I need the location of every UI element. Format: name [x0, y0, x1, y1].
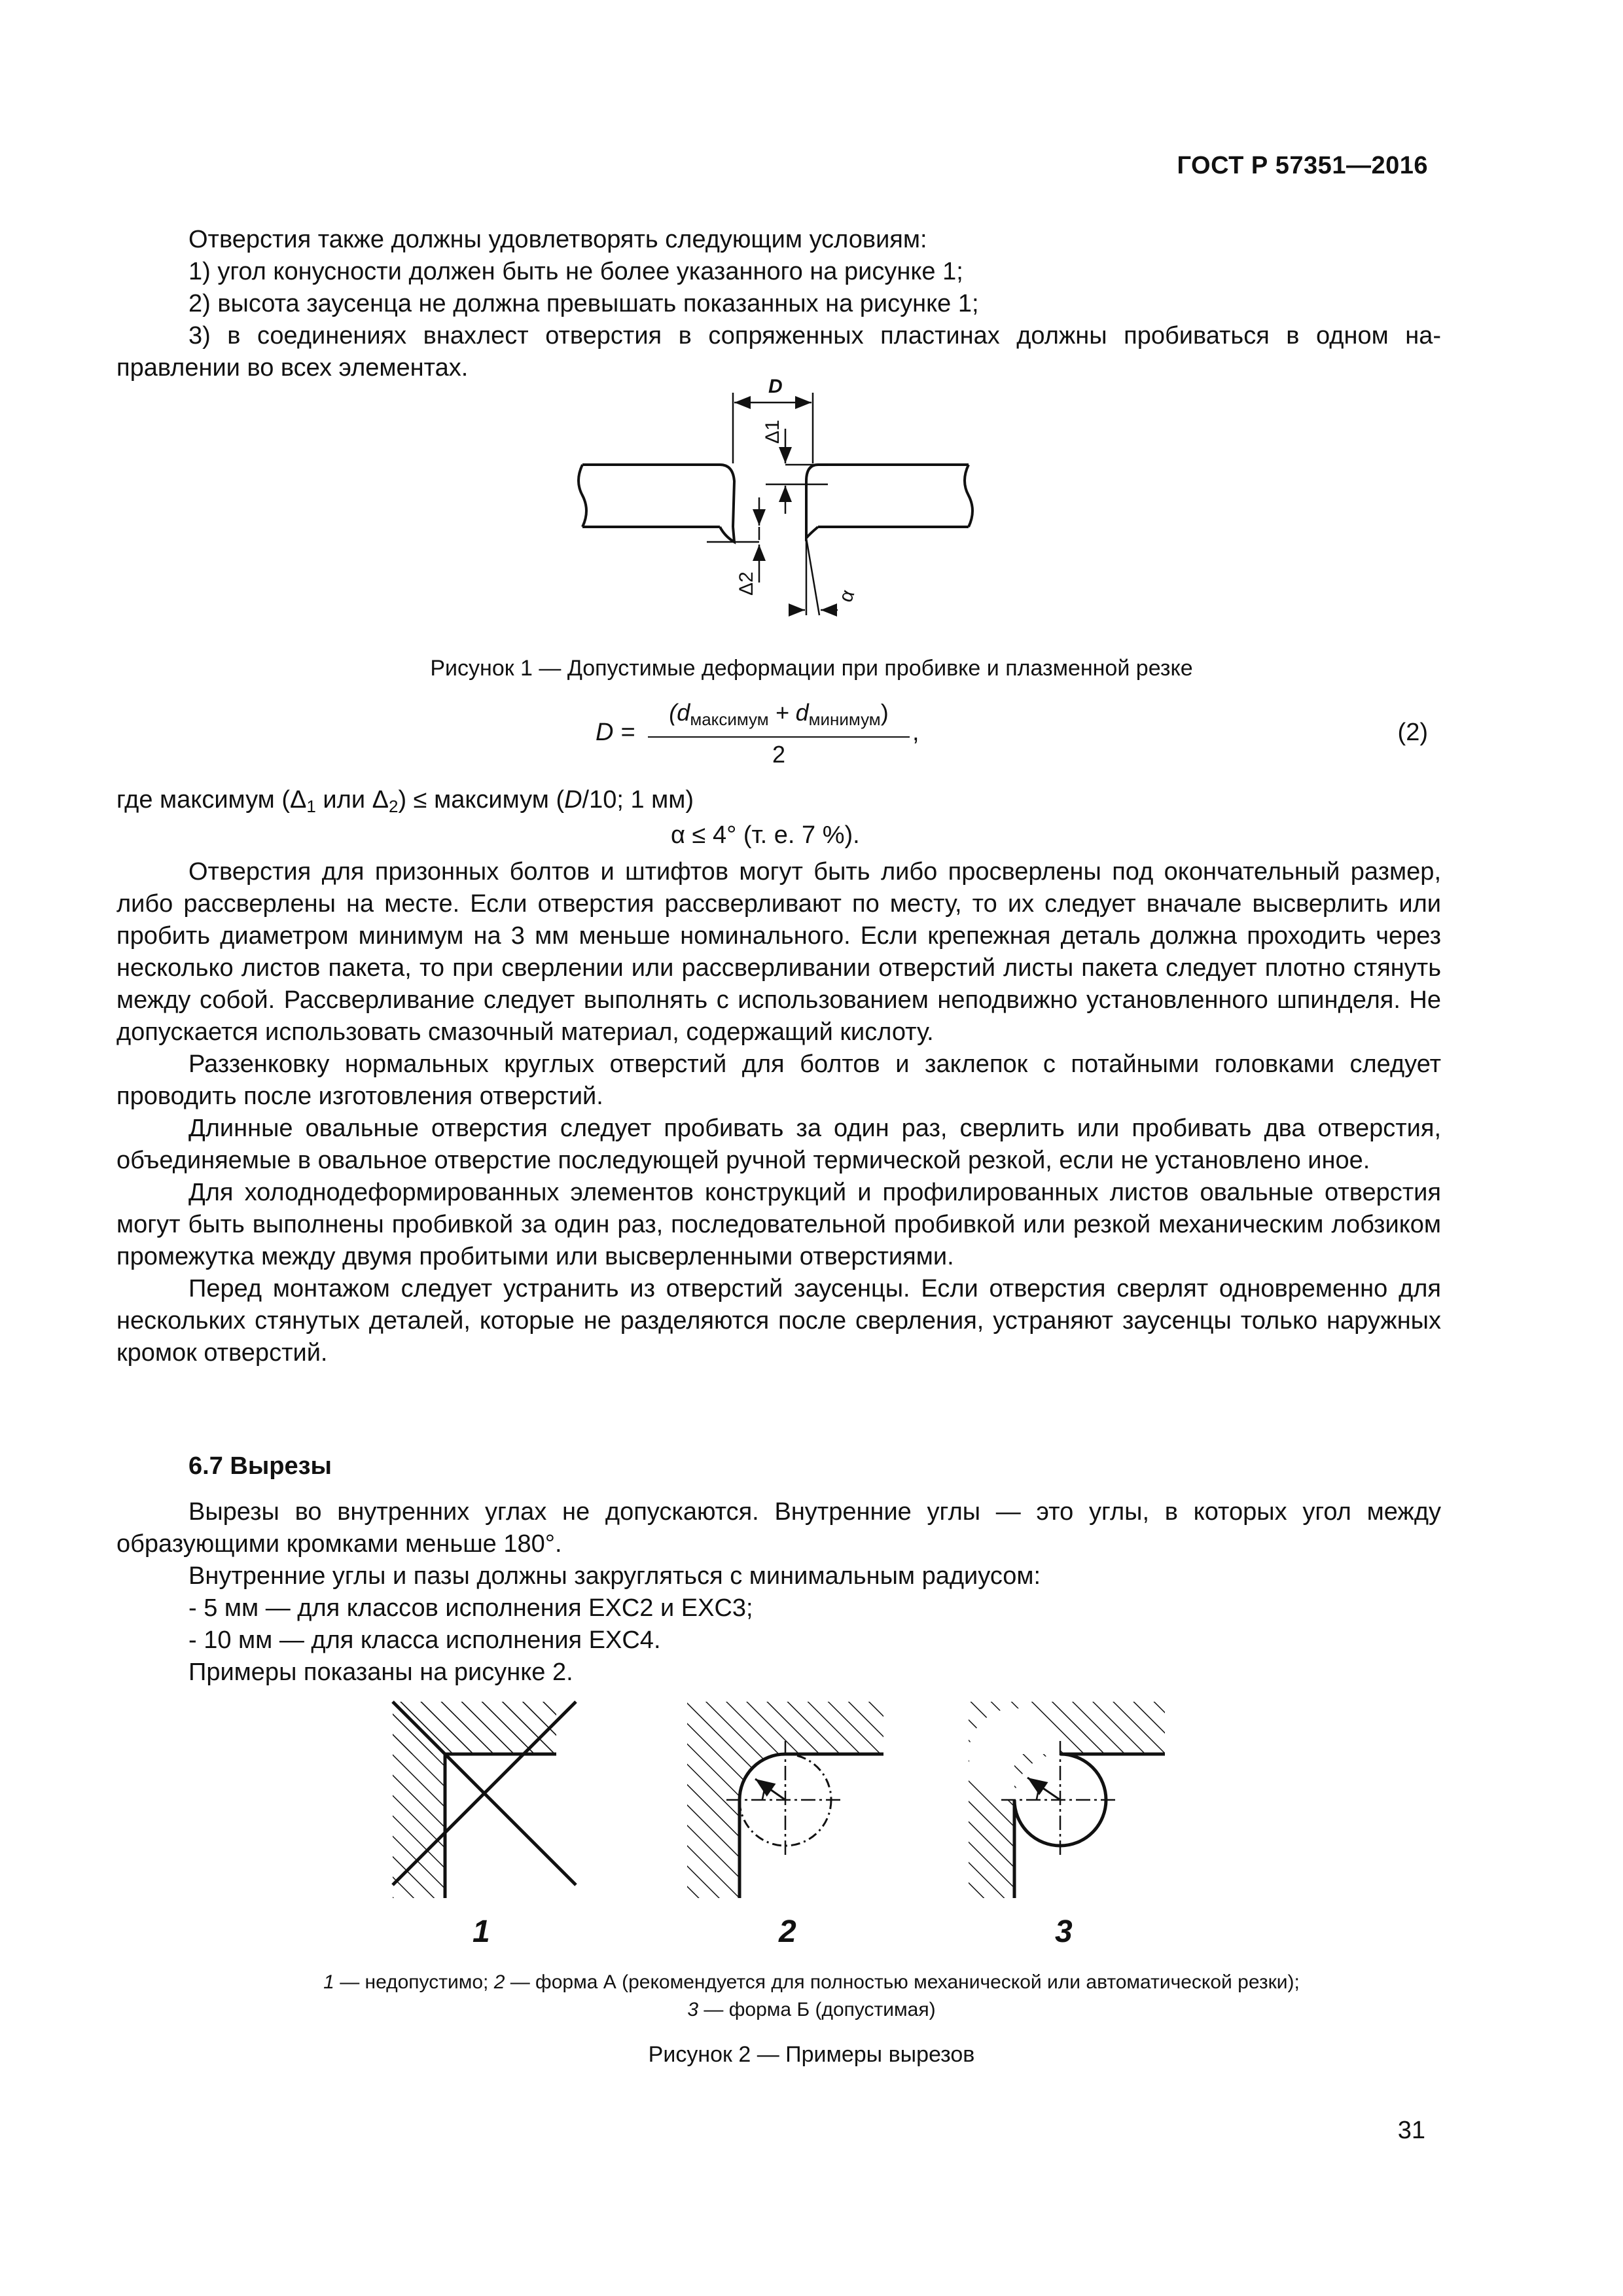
page-number: 31 [1397, 2117, 1425, 2144]
intro-block [116, 224, 1441, 384]
section-line-4: Примеры показаны на рисунке 2. [188, 1659, 573, 1686]
figure-2-example-3 [969, 1702, 1165, 1898]
figure-2-drawing [366, 1689, 1204, 1911]
formula-number: (2) [1397, 719, 1428, 746]
section-paragraph-1: Вырезы во внутренних углах не допускаются. Внутренние углы — это углы, в которых угол между образующими кромками меньше 180°. [116, 1498, 1441, 1558]
paragraph-2: Раззенковку нормальных круглых отверстий для болтов и заклепок с потайными головками следует проводить после изготовления отверстий. [116, 1050, 1441, 1110]
figure-2-caption: Рисунок 2 — Примеры вырезов [648, 2042, 975, 2067]
figure-1-drawing [569, 367, 995, 628]
formula-denominator: 2 [772, 741, 786, 768]
intro-item-3-cont: правлении во всех элементах. [116, 354, 469, 382]
figure-2-number-2: 2 [779, 1914, 796, 1949]
figure-2-radius-label-2: r [761, 1783, 768, 1804]
figure-1-caption: Рисунок 1 — Допустимые деформации при пробивке и плазменной резке [430, 656, 1193, 681]
paragraph-4: Для холоднодеформированных элементов конструкций и профилированных листов овальные отверстия могут быть выполнены пробивкой за один раз, последовательной пробивкой или резкой механическим лобзиком промежутка между двумя пробитыми или высверленными отверстиями. [116, 1179, 1441, 1270]
figure-2-number-3: 3 [1055, 1914, 1073, 1949]
section-body [116, 1496, 1441, 1689]
document-id: ГОСТ Р 57351—2016 [1177, 152, 1428, 179]
intro-item-3: 3) в соединениях внахлест отверстия в сопряженных пластинах должны пробиваться в одном на- [188, 322, 1441, 350]
section-title: 6.7 Вырезы [188, 1452, 332, 1480]
paragraph-1: Отверстия для призонных болтов и штифтов могут быть либо просверлены под окончательный размер, либо рассверлены на месте. Если отверстия рассверливают по месту, то их следует вначале высверлить или пробить диаметром минимум на 3 мм меньше номинального. Если крепежная деталь должна проходить через несколько листов пакета, то при сверлении или рассверливании отверстий листы пакета следует плотно стянуть между собой. Рассверливание следует выполнять с использованием неподвижно установленного шпинделя. Не допускается использовать смазочный материал, содержащий кислоту. [116, 858, 1441, 1046]
figure-1-label-D: D [768, 376, 783, 397]
where-line: где максимум ($\Delta_1$ или $\Delta_2$) ≤ максимум (D/10; 1 мм) [116, 786, 694, 816]
figure-2-radius-label-3: r [1035, 1783, 1042, 1804]
section-line-1: Внутренние углы и пазы должны закругляться с минимальным радиусом: [188, 1562, 1041, 1590]
figure-2-legend-line-2: 3 — форма Б (допустимая) [687, 1999, 936, 2020]
figure-2-example-1 [393, 1702, 576, 1898]
formula-2 [596, 699, 936, 771]
figure-1-label-alpha: α [834, 586, 859, 605]
alpha-condition: α ≤ 4° (т. е. 7 %). [671, 821, 860, 849]
figure-1-label-delta1: Δ1 [762, 420, 783, 444]
paragraph-5: Перед монтажом следует устранить из отверстий заусенцы. Если отверстия сверлят одновременно для нескольких стянутых деталей, которые не разделяются после сверления, устраняют заусенцы только наружных кромок отверстий. [116, 1275, 1441, 1367]
formula-comma: , [912, 719, 919, 746]
formula-lhs: D = [596, 719, 635, 746]
figure-2-example-2 [687, 1702, 883, 1898]
section-line-3: - 10 мм — для класса исполнения EXC4. [188, 1626, 661, 1654]
figure-2-legend-line-1: 1 — недопустимо; 2 — форма А (рекомендуется для полностью механической или автоматической резки); [323, 1971, 1300, 1993]
section-line-2: - 5 мм — для классов исполнения EXC2 и EXC3; [188, 1594, 753, 1622]
figure-2-legend [0, 1969, 1623, 2024]
figure-2-number-1: 1 [473, 1914, 490, 1949]
formula-numerator: $(d_{максимум} + d_{минимум})$ [669, 699, 889, 729]
fraction-bar [648, 736, 910, 738]
intro-lead: Отверстия также должны удовлетворять следующим условиям: [188, 226, 927, 253]
figure-1-label-delta2: Δ2 [736, 571, 757, 596]
body-paragraphs [116, 856, 1441, 1369]
paragraph-3: Длинные овальные отверстия следует пробивать за один раз, сверлить или пробивать два отверстия, объединяемые в овальное отверстие последующей ручной термической резкой, если не установлено иное. [116, 1115, 1441, 1174]
intro-item-2: 2) высота заусенца не должна превышать показанных на рисунке 1; [188, 290, 979, 317]
intro-item-1: 1) угол конусности должен быть не более указанного на рисунке 1; [188, 258, 963, 285]
